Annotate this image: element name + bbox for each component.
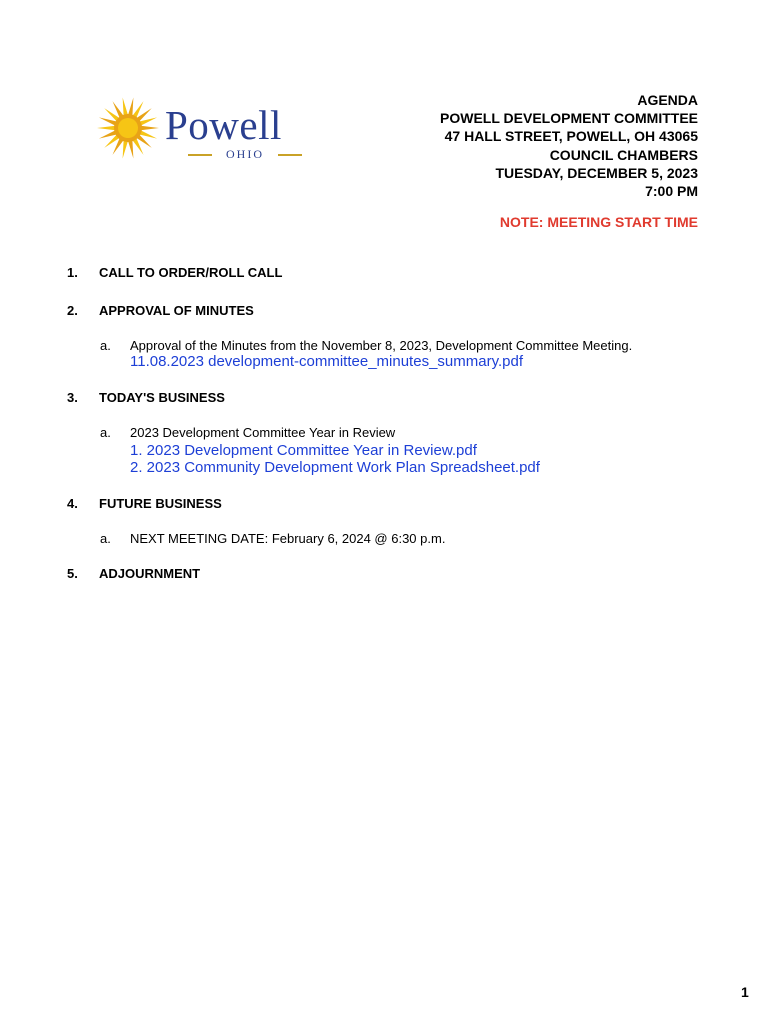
sun-ray xyxy=(128,97,133,115)
agenda-header xyxy=(440,91,698,200)
sun-ray xyxy=(139,117,157,125)
sub-item-letter: a. xyxy=(100,531,111,546)
header-location: COUNCIL CHAMBERS xyxy=(549,146,698,163)
sun-ray xyxy=(99,117,117,125)
powell-logo xyxy=(95,95,330,165)
item-title: ADJOURNMENT xyxy=(99,566,201,581)
item-title: FUTURE BUSINESS xyxy=(99,496,222,511)
sub-item-letter: a. xyxy=(100,338,111,353)
sub-item-text: 2023 Development Committee Year in Review xyxy=(130,425,396,440)
sub-item-text: Approval of the Minutes from the November 8, 2023, Development Committee Meeting. xyxy=(130,338,633,353)
item-number: 1. xyxy=(67,265,78,280)
sub-item-letter: a. xyxy=(100,425,111,440)
header-agenda: AGENDA xyxy=(637,92,698,108)
meeting-time-note: NOTE: MEETING START TIME xyxy=(499,214,698,230)
sun-ray xyxy=(123,140,128,158)
sun-ray xyxy=(99,130,117,138)
sun-ray xyxy=(123,97,128,115)
logo-subtitle: OHIO xyxy=(190,147,300,162)
header-date: TUESDAY, DECEMBER 5, 2023 xyxy=(495,164,698,181)
work-plan-pdf-link[interactable]: 2. 2023 Community Development Work Plan Spreadsheet.pdf xyxy=(130,459,540,476)
header-committee: POWELL DEVELOPMENT COMMITTEE xyxy=(440,110,698,127)
item-number: 3. xyxy=(67,390,78,405)
sun-icon xyxy=(95,95,161,161)
sun-ray xyxy=(141,126,159,130)
item-number: 5. xyxy=(67,566,78,581)
header-time: 7:00 PM xyxy=(645,183,698,200)
sun-ray xyxy=(128,140,133,158)
sub-item-text: NEXT MEETING DATE: February 6, 2024 @ 6:30 p.m. xyxy=(130,531,446,546)
header-address: 47 HALL STREET, POWELL, OH 43065 xyxy=(444,128,698,145)
item-number: 4. xyxy=(67,496,78,511)
page-number: 1 xyxy=(741,984,749,1000)
year-in-review-pdf-link[interactable]: 1. 2023 Development Committee Year in Review.pdf xyxy=(130,442,477,459)
minutes-pdf-link[interactable]: 11.08.2023 development-committee_minutes_summary.pdf xyxy=(130,353,523,370)
sun-ray xyxy=(97,126,115,130)
item-number: 2. xyxy=(67,303,78,318)
item-title: APPROVAL OF MINUTES xyxy=(99,303,254,318)
logo-wordmark: Powell xyxy=(165,102,282,148)
item-title: TODAY'S BUSINESS xyxy=(99,390,225,405)
item-title: CALL TO ORDER/ROLL CALL xyxy=(99,265,283,280)
sun-ray xyxy=(139,130,157,138)
